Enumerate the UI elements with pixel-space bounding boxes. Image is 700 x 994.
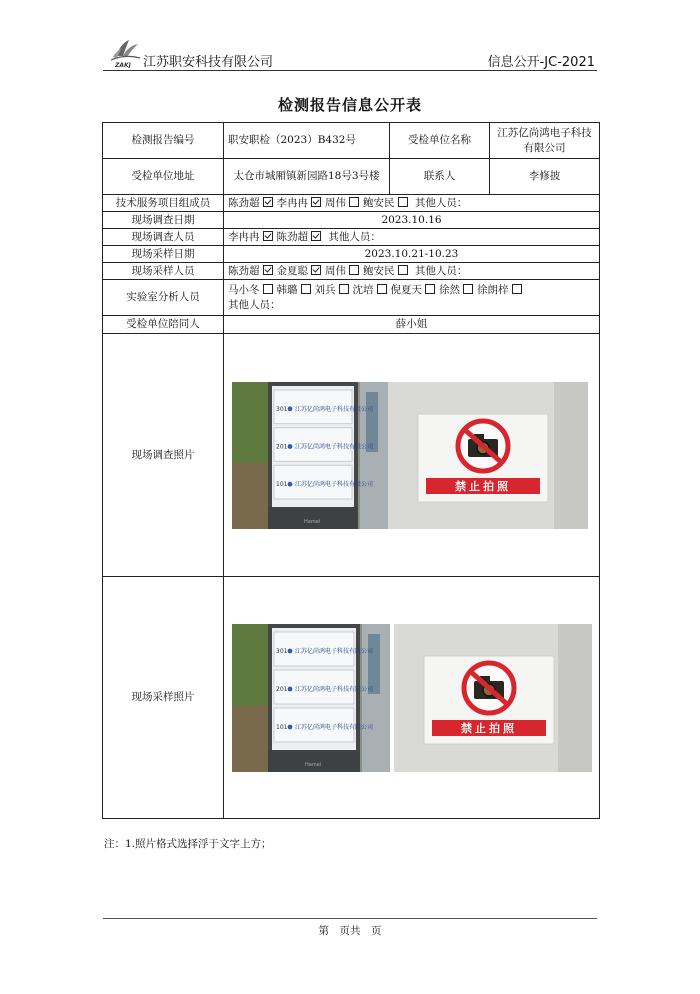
unchecked-box-icon (377, 284, 387, 294)
unchecked-box-icon (398, 197, 408, 207)
sign-text: 禁止拍照 (461, 721, 517, 735)
unit-name-label: 受检单位名称 (390, 123, 490, 159)
unchecked-box-icon (349, 265, 359, 275)
checked-box-icon (311, 197, 321, 207)
company-logo (107, 36, 143, 68)
surveyors-list (228, 231, 325, 243)
sampling-date-value: 2023.10.21-10.23 (224, 246, 600, 263)
person-name: 陈劲超 (276, 230, 308, 243)
survey-photo-cell (224, 334, 600, 577)
checked-box-icon (263, 265, 273, 275)
checked-box-icon (263, 231, 273, 241)
plaque-number: 101 (276, 480, 288, 488)
samplers-value (224, 263, 600, 280)
info-table (102, 122, 600, 819)
checked-box-icon (311, 265, 321, 275)
footer-rule (103, 918, 597, 919)
plaque-number: 201 (276, 685, 288, 693)
person-name: 刘兵 (314, 283, 336, 296)
sign-text: 禁止拍照 (455, 479, 511, 493)
no-photo-sign-image (394, 624, 592, 772)
checked-box-icon (263, 197, 273, 207)
lab-value (224, 280, 600, 316)
plaque-company: 江苏亿尚鸿电子科技有限公司 (295, 480, 374, 488)
stand-brand: Hamei (305, 761, 322, 768)
page-header (103, 36, 597, 71)
survey-date-label: 现场调查日期 (103, 212, 224, 229)
unchecked-box-icon (425, 284, 435, 294)
unit-name-value: 江苏亿尚鸿电子科技有限公司 (490, 123, 600, 159)
plaque-company: 江苏亿尚鸿电子科技有限公司 (295, 443, 374, 450)
unchecked-box-icon (512, 284, 522, 294)
unchecked-box-icon (301, 284, 311, 294)
sampling-photo-label: 现场采样照片 (103, 577, 224, 819)
samplers-label: 现场采样人员 (103, 263, 224, 280)
person-name: 倪夏天 (390, 283, 422, 296)
sampling-photo-no-photo-sign (394, 624, 592, 772)
samplers-other: 其他人员： (414, 264, 468, 277)
sampling-photo (232, 624, 592, 772)
person-name: 金夏聪 (276, 264, 308, 277)
team-value (224, 195, 600, 212)
no-photo-sign-image (388, 382, 588, 529)
plaque-number: 301 (276, 405, 288, 413)
samplers-list (228, 265, 412, 277)
survey-photo-no-photo-sign (388, 382, 588, 529)
surveyors-other: 其他人员： (328, 230, 381, 243)
person-name: 鲍安民 (363, 196, 395, 209)
plaque-number: 201 (276, 443, 288, 450)
svg-text:ZAKJ: ZAKJ (115, 62, 131, 68)
escort-label: 受检单位陪同人 (103, 316, 224, 334)
sampling-photo-directory-sign (232, 624, 390, 772)
person-name: 马小冬 (228, 283, 260, 296)
person-name: 徐朗梓 (477, 283, 509, 296)
sampling-date-label: 现场采样日期 (103, 246, 224, 263)
person-name: 沈培 (352, 283, 374, 296)
directory-sign-image (232, 382, 388, 529)
footnote: 注：1.照片格式选择浮于文字上方； (104, 838, 272, 850)
no-photo-sign (418, 414, 548, 502)
team-list (228, 197, 412, 209)
stand-brand: Hamei (304, 518, 321, 525)
person-name: 陈劲超 (228, 264, 260, 277)
checked-box-icon (311, 231, 321, 241)
plaque-company: 江苏亿尚鸿电子科技有限公司 (295, 405, 374, 413)
unchecked-box-icon (263, 284, 273, 294)
directory-sign-image (232, 624, 390, 772)
unchecked-box-icon (398, 265, 408, 275)
plaque-company: 江苏亿尚鸿电子科技有限公司 (295, 685, 374, 693)
contact-value: 李修披 (490, 159, 600, 195)
plaque-company: 江苏亿尚鸿电子科技有限公司 (295, 723, 374, 731)
person-name: 李冉冉 (276, 196, 308, 209)
survey-date-value: 2023.10.16 (224, 212, 600, 229)
survey-photo (232, 382, 588, 529)
person-name: 周伟 (325, 196, 346, 209)
sampling-photo-cell (224, 577, 600, 819)
no-photo-sign (424, 656, 554, 744)
lab-other: 其他人员： (228, 298, 281, 311)
contact-label: 联系人 (390, 159, 490, 195)
company-name: 江苏职安科技有限公司 (143, 55, 274, 70)
plaque-company: 江苏亿尚鸿电子科技有限公司 (295, 647, 374, 655)
address-value: 太仓市城厢镇新园路18号3号楼 (224, 159, 390, 195)
lab-label: 实验室分析人员 (103, 280, 224, 316)
address-label: 受检单位地址 (103, 159, 224, 195)
person-name: 李冉冉 (228, 230, 260, 243)
unchecked-box-icon (463, 284, 473, 294)
person-name: 韩璐 (276, 283, 298, 296)
page-footer: 第 页共 页 (318, 925, 382, 937)
plaque-number: 101 (276, 723, 288, 731)
person-name: 徐然 (439, 283, 460, 296)
plaque-number: 301 (276, 647, 288, 655)
unchecked-box-icon (349, 197, 359, 207)
unchecked-box-icon (339, 284, 349, 294)
document-code: 信息公开-JC-2021 (487, 55, 595, 70)
lab-list (228, 284, 526, 296)
team-label: 技术服务项目组成员 (103, 195, 224, 212)
survey-photo-directory-sign (232, 382, 388, 529)
team-other: 其他人员： (414, 196, 468, 209)
report-no-value: 职安职检（2023）B432号 (224, 123, 390, 159)
surveyors-label: 现场调查人员 (103, 229, 224, 246)
surveyors-value (224, 229, 600, 246)
person-name: 鲍安民 (363, 264, 395, 277)
person-name: 陈劲超 (228, 196, 260, 209)
person-name: 周伟 (325, 264, 346, 277)
report-no-label: 检测报告编号 (103, 123, 224, 159)
page-title: 检测报告信息公开表 (277, 96, 422, 114)
survey-photo-label: 现场调查照片 (103, 334, 224, 577)
escort-value: 薛小姐 (224, 316, 600, 334)
